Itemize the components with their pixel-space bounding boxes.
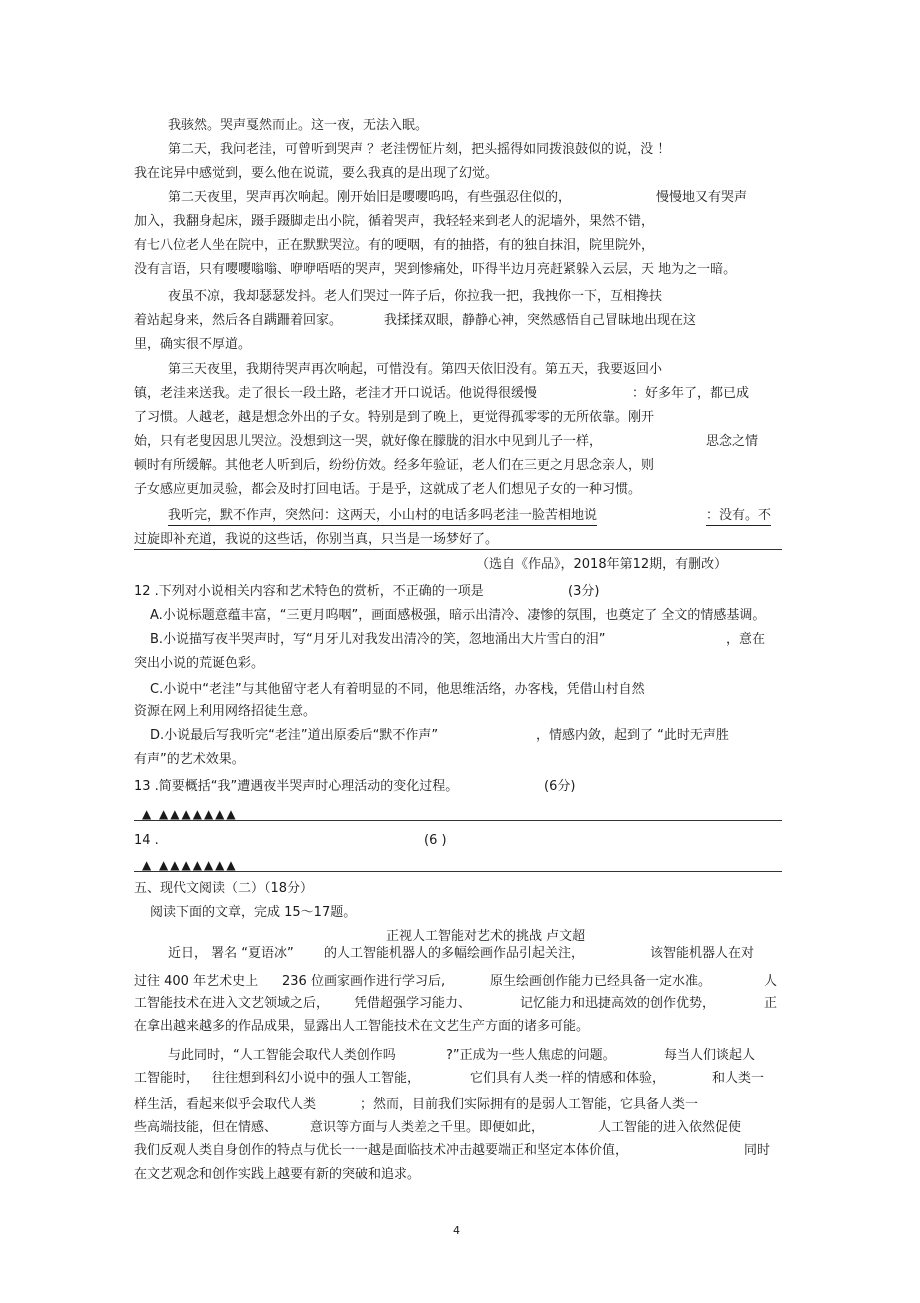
answer-marks: ▲ ▲▲▲▲▲▲▲ xyxy=(142,807,238,821)
article-line: 些高端技能，但在情感、 xyxy=(134,1120,278,1135)
article-line: 人工智能的进入依然促使 xyxy=(598,1120,742,1135)
section-heading: 五、现代文阅读（二）（18分） xyxy=(134,881,314,896)
question-13-score: (6分) xyxy=(544,779,576,794)
source-citation: （选自《作品》，2018年第12期，有删改） xyxy=(476,557,728,572)
story-line: 我听完，默不作声，突然问：这两天，小山村的电话多吗老洼一脸苦相地说 xyxy=(168,508,597,526)
section-instruction: 阅读下面的文章，完成 15～17题。 xyxy=(150,905,357,920)
story-line: 镇，老洼来送我。走了很长一段土路，老洼才开口说话。他说得很缓慢 xyxy=(134,386,538,401)
story-line: 第三天夜里，我期待哭声再次响起，可惜没有。第四天依旧没有。第五天，我要返回小 xyxy=(168,362,663,377)
story-line: 第二天，我问老洼，可曾听到哭声 ？老洼愣怔片刻，把头摇得如同拨浪鼓似的说，没 ！ xyxy=(168,142,671,157)
article-line: 工智能技术在进入文艺领域之后， xyxy=(134,996,330,1011)
question-14: 14 . xyxy=(134,833,159,848)
story-line: 思念之情 xyxy=(706,434,759,449)
article-line: 同时 xyxy=(744,1143,771,1158)
page-number: 4 xyxy=(453,1224,460,1237)
article-line: 与此同时，“人工智能会取代人类创作吗 xyxy=(168,1048,396,1063)
option-b: 突出小说的荒诞色彩。 xyxy=(134,656,265,671)
article-line: 它们具有人类一样的情感和体验， xyxy=(470,1071,666,1086)
story-line: 我揉揉双眼，静静心神，突然感悟自己冒昧地出现在这 xyxy=(384,313,697,328)
article-line: 的人工智能机器人的多幅绘画作品引起关注， xyxy=(324,946,585,961)
article-line: 在文艺观念和创作实践上越要有新的突破和追求。 xyxy=(134,1167,421,1182)
article-line: 每当人们谈起人 xyxy=(664,1048,756,1063)
option-b: ，意在 xyxy=(726,632,766,647)
article-line: ?”正成为一些人焦虑的问题。 xyxy=(446,1048,616,1063)
answer-marks: ▲ ▲▲▲▲▲▲▲ xyxy=(142,858,238,872)
story-line: ：没有。不 xyxy=(706,508,771,526)
article-line: 意识等方面与人类差之千里。即便如此， xyxy=(310,1120,545,1135)
story-line: 了习惯。人越老，越是想念外出的子女。特别是到了晚上，更觉得孤零零的无所依靠。刚开 xyxy=(134,410,655,425)
article-line: 和人类一 xyxy=(712,1071,765,1086)
story-line: 着站起身来，然后各自蹒跚着回家。 xyxy=(134,313,343,328)
article-line: 正 xyxy=(764,996,778,1011)
story-line: 顿时有所缓解。其他老人听到后，纷纷仿效。经多年验证，老人们在三更之月思念亲人，则 xyxy=(134,458,655,473)
article-title: 正视人工智能对艺术的挑战 卢文超 xyxy=(386,929,586,944)
answer-line xyxy=(134,871,782,872)
article-line: 236 位画家画作进行学习后, xyxy=(282,974,446,989)
story-line: ：好多年了，都已成 xyxy=(632,386,750,401)
answer-line xyxy=(134,820,782,821)
article-line: 往往想到科幻小说中的强人工智能， xyxy=(212,1071,421,1086)
option-b: B.小说描写夜半哭声时，写“月牙儿对我发出清冷的笑，忽地涌出大片雪白的泪” xyxy=(150,632,606,647)
question-14-score: (6 ) xyxy=(424,833,447,848)
story-line: 我在诧异中感觉到，要么他在说谎，要么我真的是出现了幻觉。 xyxy=(134,166,499,181)
story-line: 慢慢地又有哭声 xyxy=(656,190,748,205)
question-12-score: (3分) xyxy=(568,584,600,599)
story-line: 始，只有老叟因思儿哭泣。没想到这一哭，就好像在朦胧的泪水中见到儿子一样， xyxy=(134,434,603,449)
option-d: D.小说最后写我听完“老洼”道出原委后“默不作声” xyxy=(150,728,439,743)
article-line: 人 xyxy=(764,974,778,989)
story-line: 过旋即补充道，我说的这些话，你别当真，只当是一场梦好了。 xyxy=(134,532,499,547)
story-line: 没有言语，只有嘤嘤嗡嗡、咿咿唔唔的哭声，哭到惨痛处，吓得半边月亮赶紧躲入云层，天 地为之一暗。 xyxy=(134,262,737,277)
question-12: 12 .下列对小说相关内容和艺术特色的赏析，不正确的一项是 xyxy=(134,584,484,599)
story-line: 里，确实很不厚道。 xyxy=(134,337,252,352)
article-line: 该智能机器人在对 xyxy=(650,946,755,961)
option-c: C.小说中“老洼”与其他留守老人有着明显的不同，他思维活络，办客栈，凭借山村自然 xyxy=(150,682,645,697)
story-line: 第二天夜里，哭声再次响起。刚开始旧是嘤嘤呜呜，有些强忍住似的， xyxy=(168,190,572,205)
story-line: 我骇然。哭声戛然而止。这一夜，无法入眠。 xyxy=(168,118,429,133)
option-a: A.小说标题意蕴丰富，“三更月呜咽”，画面感极强，暗示出清冷、凄惨的氛围，也奠定了 全文的情感基调。 xyxy=(150,608,766,623)
question-13: 13 .简要概括“我”遭遇夜半哭声时心理活动的变化过程。 xyxy=(134,779,459,794)
article-line: 工智能时， xyxy=(134,1071,200,1086)
article-line: 过往 400 年艺术史上 xyxy=(134,974,259,989)
divider xyxy=(134,549,782,550)
article-line: ；然而，目前我们实际拥有的是弱人工智能，它具备人类一 xyxy=(360,1097,699,1112)
article-line: 我们反观人类自身创作的特点与优长一一越是面临技术冲击越要端正和坚定本体价值， xyxy=(134,1143,629,1158)
story-line: 夜虽不凉，我却瑟瑟发抖。老人们哭过一阵子后，你拉我一把，我拽你一下，互相搀扶 xyxy=(168,289,663,304)
option-c: 资源在网上利用网络招徒生意。 xyxy=(134,704,317,719)
article-line: 样生活，看起来似乎会取代人类 xyxy=(134,1097,317,1112)
article-line: 近日， 署名 “夏语冰” xyxy=(168,946,294,961)
article-line: 在拿出越来越多的作品成果，显露出人工智能技术在文艺生产方面的诸多可能。 xyxy=(134,1019,590,1034)
article-line: 凭借超强学习能力、 xyxy=(354,996,472,1011)
option-d: 有声”的艺术效果。 xyxy=(134,752,245,767)
story-line: 子女感应更加灵验，都会及时打回电话。于是乎，这就成了老人们想见子女的一种习惯。 xyxy=(134,482,642,497)
story-line: 有七八位老人坐在院中，正在默默哭泣。有的哽咽，有的抽搭，有的独自抹泪，院里院外， xyxy=(134,238,655,253)
story-line: 加入，我翻身起床，蹑手蹑脚走出小院，循着哭声，我轻轻来到老人的泥墙外，果然不错， xyxy=(134,214,655,229)
article-line: 记忆能力和迅捷高效的创作优势， xyxy=(520,996,716,1011)
article-line: 原生绘画创作能力已经具备一定水准。 xyxy=(490,974,712,989)
option-d: ，情感内敛，起到了 “此时无声胜 xyxy=(536,728,729,743)
